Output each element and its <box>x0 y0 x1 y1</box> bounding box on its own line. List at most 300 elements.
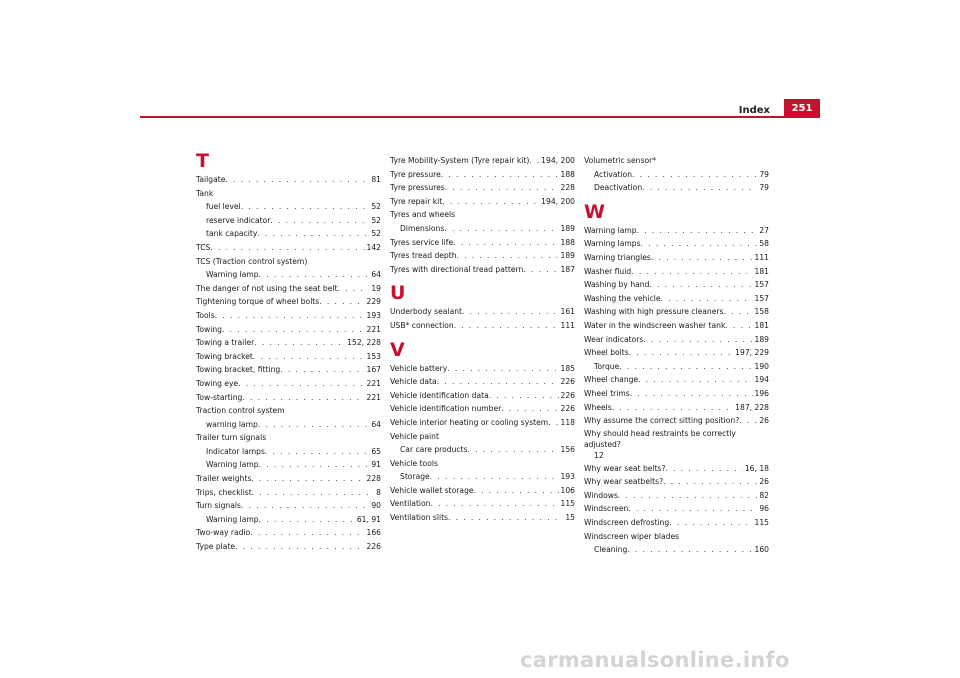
index-entry <box>196 282 381 296</box>
index-page-ref: 61, 91 <box>356 514 381 524</box>
index-term: Windscreen defrosting <box>584 518 670 528</box>
index-term: Washer fluid <box>584 266 632 276</box>
index-subentry <box>196 445 381 459</box>
index-term: Tyres with directional tread pattern <box>390 264 524 274</box>
index-term: reserve indicator <box>206 215 271 225</box>
index-page-ref: 187 <box>560 264 575 274</box>
dot-leader <box>265 445 369 459</box>
index-subentry <box>196 418 381 432</box>
index-term: fuel level <box>206 202 241 212</box>
dot-leader <box>462 305 558 319</box>
index-entry <box>196 363 381 377</box>
index-term: Traction control system <box>196 406 285 416</box>
dot-leader <box>669 516 752 530</box>
index-term: tank capacity <box>206 229 258 239</box>
dot-leader <box>319 295 364 309</box>
index-page-ref: 228 <box>366 474 381 484</box>
index-page-ref: 58 <box>759 239 769 249</box>
dot-leader <box>447 362 558 376</box>
index-entry <box>390 154 575 168</box>
dot-leader <box>250 526 364 540</box>
index-page-ref: 166 <box>366 528 381 538</box>
index-page-ref: 185 <box>560 363 575 373</box>
index-subentry <box>584 181 769 195</box>
index-page-ref: 181 <box>754 266 769 276</box>
index-entry <box>390 511 575 525</box>
index-entry <box>196 404 381 418</box>
index-letter-heading: T <box>196 150 209 172</box>
index-entry <box>196 472 381 486</box>
index-entry <box>390 195 575 209</box>
index-page-ref: 193 <box>560 472 575 482</box>
index-term: Tailgate <box>196 175 226 184</box>
index-entry <box>584 414 769 428</box>
index-term: Towing eye <box>196 378 239 388</box>
index-entry <box>584 237 769 251</box>
index-subentry <box>196 513 381 527</box>
index-entry <box>584 475 769 489</box>
dot-leader <box>474 484 559 498</box>
dot-leader <box>258 418 370 432</box>
index-term: Tow-starting <box>196 392 243 402</box>
dot-leader <box>661 292 753 306</box>
index-entry <box>584 401 769 415</box>
index-entry <box>584 428 769 462</box>
index-term: Trailer turn signals <box>196 433 267 443</box>
index-column-3 <box>584 154 769 557</box>
index-term: TCS <box>196 242 211 252</box>
index-term: Wheel trims <box>584 388 630 398</box>
dot-leader <box>242 391 364 405</box>
index-term: Storage <box>400 472 430 482</box>
index-entry <box>196 187 381 201</box>
index-page-ref: 157 <box>754 293 769 303</box>
dot-leader <box>523 263 558 277</box>
dot-leader <box>235 540 364 554</box>
index-subentry <box>584 168 769 182</box>
index-term: Turn signals <box>196 501 241 511</box>
index-term: Type plate <box>196 542 236 552</box>
index-term: Why assume the correct sitting position? <box>584 416 740 426</box>
index-term: Cleaning <box>594 545 628 555</box>
index-term: Vehicle paint <box>390 431 439 441</box>
index-page-ref: 64 <box>371 270 381 280</box>
dot-leader <box>445 181 559 195</box>
index-entry <box>196 486 381 500</box>
index-entry <box>584 516 769 530</box>
index-page-ref: 189 <box>754 334 769 344</box>
index-term: Wear indicators <box>584 334 644 344</box>
index-subentry <box>196 200 381 214</box>
index-term: Warning lamp <box>206 460 259 470</box>
index-page-ref: 79 <box>759 169 769 179</box>
index-entry <box>584 154 769 168</box>
dot-leader <box>270 214 369 228</box>
index-term: Tank <box>196 188 214 198</box>
index-page-ref: 161 <box>560 307 575 317</box>
dot-leader <box>641 237 758 251</box>
index-page-ref: 27 <box>759 225 769 235</box>
index-term: warning lamp <box>206 419 258 429</box>
index-page-ref: 52 <box>371 215 381 225</box>
index-page-ref: 64 <box>371 419 381 429</box>
dot-leader <box>252 486 374 500</box>
index-page-ref: 15 <box>565 513 575 523</box>
header-rule <box>140 116 820 118</box>
index-page-ref: 12 <box>594 450 604 460</box>
dot-leader <box>637 224 758 238</box>
index-page-ref: 221 <box>366 378 381 388</box>
dot-leader <box>442 195 539 209</box>
index-term: Why wear seat belts? <box>584 463 666 473</box>
index-page-ref: 79 <box>759 183 769 193</box>
index-term: Towing a trailer <box>196 338 255 348</box>
index-entry <box>196 309 381 323</box>
index-term: Vehicle identification data <box>390 390 489 400</box>
index-subentry <box>196 227 381 241</box>
index-subentry <box>196 458 381 472</box>
index-entry <box>196 377 381 391</box>
index-entry <box>584 346 769 360</box>
index-entry <box>196 295 381 309</box>
index-entry <box>390 168 575 182</box>
index-term: Ventilation <box>390 499 431 509</box>
index-entry <box>196 173 381 187</box>
index-term: Vehicle battery <box>390 363 448 373</box>
dot-leader <box>338 282 370 296</box>
index-page-ref: 226 <box>366 542 381 552</box>
index-page-ref: 221 <box>366 324 381 334</box>
dot-leader <box>631 265 752 279</box>
index-entry <box>196 526 381 540</box>
index-page-ref: 190 <box>754 361 769 371</box>
index-entry <box>584 251 769 265</box>
dot-leader <box>629 346 733 360</box>
index-page-ref: 152, 228 <box>347 338 381 348</box>
index-term: Tyres service life <box>390 237 454 247</box>
index-entry <box>196 540 381 554</box>
dot-leader <box>468 443 559 457</box>
index-term: Warning lamp <box>206 514 259 524</box>
index-term: Warning triangles <box>584 252 651 262</box>
index-term: Underbody sealant <box>390 307 463 317</box>
index-page-ref: 167 <box>366 365 381 375</box>
index-page-ref: 196 <box>754 388 769 398</box>
index-entry <box>196 431 381 445</box>
index-page-ref: 187, 228 <box>735 402 769 412</box>
index-term: Trips, checklist <box>196 487 252 497</box>
index-term: Washing with high pressure cleaners <box>584 307 724 317</box>
index-term: Indicator lamps <box>206 446 265 456</box>
index-entry <box>584 489 769 503</box>
index-page-ref: 96 <box>759 504 769 514</box>
index-subentry <box>196 268 381 282</box>
index-entry <box>584 462 769 476</box>
index-page-ref: 181 <box>754 320 769 330</box>
index-entry <box>196 323 381 337</box>
index-entry <box>390 319 575 333</box>
index-page-ref: 26 <box>759 477 769 487</box>
index-page-ref: 118 <box>560 417 575 427</box>
index-entry <box>584 530 769 544</box>
index-entry <box>390 362 575 376</box>
index-page-ref: 153 <box>366 351 381 361</box>
index-term: Tightening torque of wheel bolts <box>196 297 320 307</box>
index-entry <box>390 263 575 277</box>
index-entry <box>390 430 575 444</box>
index-term: Tyre pressure <box>390 169 441 179</box>
dot-leader <box>241 200 370 214</box>
index-entry <box>196 241 381 255</box>
index-term: Dimensions <box>400 223 445 233</box>
index-page-ref: 157 <box>754 280 769 290</box>
index-entry <box>196 350 381 364</box>
header-title: Index <box>738 105 770 116</box>
index-page-ref: 189 <box>560 251 575 261</box>
index-term: Wheels <box>584 402 612 412</box>
dot-leader <box>501 402 558 416</box>
index-term: The danger of not using the seat belt <box>196 283 338 293</box>
index-term: Warning lamp <box>206 270 259 280</box>
index-entry <box>390 236 575 250</box>
index-letter-heading: U <box>390 282 406 305</box>
index-entry <box>390 208 575 222</box>
index-term: Windscreen wiper blades <box>584 531 680 541</box>
index-term: Towing bracket, fitting <box>196 365 281 375</box>
dot-leader <box>630 387 753 401</box>
dot-leader <box>489 389 559 403</box>
index-page-ref: 194, 200 <box>541 156 575 165</box>
dot-leader <box>210 241 364 255</box>
index-page-ref: 115 <box>560 499 575 509</box>
dot-leader <box>225 173 369 187</box>
dot-leader <box>437 375 559 389</box>
page-number-badge: 251 <box>784 99 820 118</box>
dot-leader <box>627 543 752 557</box>
index-page-ref: 197, 229 <box>735 348 769 358</box>
index-entry <box>584 387 769 401</box>
dot-leader <box>222 323 365 337</box>
index-page-ref: 194 <box>754 375 769 385</box>
dot-leader <box>454 319 559 333</box>
index-entry <box>390 305 575 319</box>
dot-leader <box>444 222 558 236</box>
dot-leader <box>725 319 752 333</box>
index-term: Tyre Mobility-System (Tyre repair kit) <box>390 156 530 165</box>
index-page-ref: 142 <box>366 242 381 252</box>
dot-leader <box>632 168 757 182</box>
index-term: Tyres tread depth <box>390 251 457 261</box>
index-entry <box>390 457 575 471</box>
dot-leader <box>666 462 743 476</box>
index-page-ref: 188 <box>560 169 575 179</box>
dot-leader <box>618 489 757 503</box>
index-page-ref: 52 <box>371 229 381 239</box>
index-term: Tyre repair kit <box>390 196 443 206</box>
index-term: Windows <box>584 490 618 500</box>
index-page-ref: 81 <box>371 175 381 184</box>
index-entry <box>390 375 575 389</box>
index-entry <box>584 278 769 292</box>
index-subentry <box>390 443 575 457</box>
index-term: Two-way radio <box>196 528 251 538</box>
index-page-ref: 226 <box>560 390 575 400</box>
index-entry <box>196 499 381 513</box>
index-page-ref: 8 <box>376 487 381 497</box>
index-term: Wheel change <box>584 375 639 385</box>
index-page-ref: 115 <box>754 518 769 528</box>
index-page-ref: 106 <box>560 485 575 495</box>
dot-leader <box>257 227 369 241</box>
index-subentry <box>584 360 769 374</box>
index-entry <box>390 402 575 416</box>
index-page-ref: 226 <box>560 404 575 414</box>
index-page-ref: 19 <box>371 283 381 293</box>
index-term: Why wear seatbelts? <box>584 477 664 487</box>
dot-leader <box>253 350 365 364</box>
index-page-ref: 16, 18 <box>744 463 769 473</box>
index-entry <box>196 391 381 405</box>
watermark: carmanualsonline.info <box>520 648 790 672</box>
index-page-ref: 158 <box>754 307 769 317</box>
dot-leader <box>238 377 364 391</box>
index-term: Wheel bolts <box>584 348 629 358</box>
index-entry <box>584 502 769 516</box>
index-page-ref: 111 <box>754 252 769 262</box>
index-term: Ventilation slits <box>390 513 449 523</box>
dot-leader <box>619 360 752 374</box>
dot-leader <box>431 497 559 511</box>
dot-leader <box>448 511 563 525</box>
dot-leader <box>651 251 753 265</box>
index-page-ref: 228 <box>560 183 575 193</box>
index-page-ref: 52 <box>371 202 381 212</box>
index-subentry <box>584 543 769 557</box>
dot-leader <box>612 401 733 415</box>
index-page-ref: 65 <box>371 446 381 456</box>
index-entry <box>390 389 575 403</box>
index-page-ref: 188 <box>560 237 575 247</box>
index-entry <box>390 249 575 263</box>
index-term: Activation <box>594 169 633 179</box>
index-subentry <box>390 222 575 236</box>
index-entry <box>584 224 769 238</box>
index-page-ref: 26 <box>759 416 769 426</box>
index-entry <box>584 373 769 387</box>
dot-leader <box>649 278 752 292</box>
dot-leader <box>280 363 364 377</box>
index-term: USB* connection <box>390 320 454 330</box>
dot-leader <box>259 513 355 527</box>
dot-leader <box>642 181 757 195</box>
index-term: Volumetric sensor* <box>584 156 657 165</box>
dot-leader <box>259 458 370 472</box>
index-term: Windscreen <box>584 504 629 514</box>
index-term: Tools <box>196 310 215 320</box>
index-entry <box>584 292 769 306</box>
dot-leader <box>430 470 559 484</box>
dot-leader <box>441 168 559 182</box>
index-term: Warning lamp <box>584 225 637 235</box>
index-page-ref: 160 <box>754 545 769 555</box>
index-term: Warning lamps <box>584 239 641 249</box>
dot-leader <box>215 309 365 323</box>
index-column-2 <box>390 154 575 525</box>
index-page-ref: 221 <box>366 392 381 402</box>
index-page-ref: 226 <box>560 377 575 387</box>
index-term: Deactivation <box>594 183 643 193</box>
index-entry <box>196 336 381 350</box>
index-term: Trailer weights <box>196 474 252 484</box>
index-page-ref: 156 <box>560 445 575 455</box>
index-term: Vehicle wallet storage <box>390 485 474 495</box>
index-term: Water in the windscreen washer tank <box>584 320 726 330</box>
index-entry <box>196 255 381 269</box>
index-subentry <box>390 470 575 484</box>
index-term: Why should head restraints be correctly adjusted? <box>584 428 736 449</box>
index-page-ref: 90 <box>371 501 381 511</box>
dot-leader <box>739 414 757 428</box>
dot-leader <box>643 333 752 347</box>
dot-leader <box>663 475 757 489</box>
index-subentry <box>196 214 381 228</box>
index-term: Tyres and wheels <box>390 210 456 220</box>
dot-leader <box>628 502 757 516</box>
index-term: Tyre pressures <box>390 183 445 193</box>
index-term: Washing the vehicle <box>584 293 661 303</box>
index-page-ref: 91 <box>371 460 381 470</box>
dot-leader <box>241 499 369 513</box>
dot-leader <box>457 249 559 263</box>
index-term: TCS (Traction control system) <box>196 256 308 266</box>
dot-leader <box>529 154 539 168</box>
dot-leader <box>723 305 752 319</box>
dot-leader <box>453 236 558 250</box>
index-page-ref: 82 <box>759 490 769 500</box>
index-term: Torque <box>594 361 620 371</box>
index-page-ref: 194, 200 <box>541 196 575 206</box>
index-entry <box>390 416 575 430</box>
dot-leader <box>254 336 345 350</box>
index-term: Washing by hand <box>584 280 650 290</box>
dot-leader <box>259 268 370 282</box>
index-letter-heading: W <box>584 200 605 223</box>
index-term: Vehicle tools <box>390 458 438 468</box>
index-entry <box>390 181 575 195</box>
index-entry <box>584 333 769 347</box>
index-term: Towing bracket <box>196 351 253 361</box>
index-term: Car care products <box>400 445 468 455</box>
index-entry <box>584 265 769 279</box>
index-entry <box>584 305 769 319</box>
index-letter-heading: V <box>390 338 405 361</box>
index-column-1 <box>196 150 381 554</box>
dot-leader <box>251 472 364 486</box>
dot-leader <box>638 373 752 387</box>
index-page-ref: 189 <box>560 223 575 233</box>
dot-leader <box>548 416 558 430</box>
index-term: Vehicle interior heating or cooling system <box>390 417 549 427</box>
index-page-ref: 111 <box>560 320 575 330</box>
index-term: Vehicle data <box>390 377 437 387</box>
index-page-ref: 229 <box>366 297 381 307</box>
index-term: Towing <box>196 324 222 334</box>
index-term: Vehicle identification number <box>390 404 502 414</box>
index-page-ref: 193 <box>366 310 381 320</box>
index-entry <box>584 319 769 333</box>
index-entry <box>390 497 575 511</box>
index-entry <box>390 484 575 498</box>
